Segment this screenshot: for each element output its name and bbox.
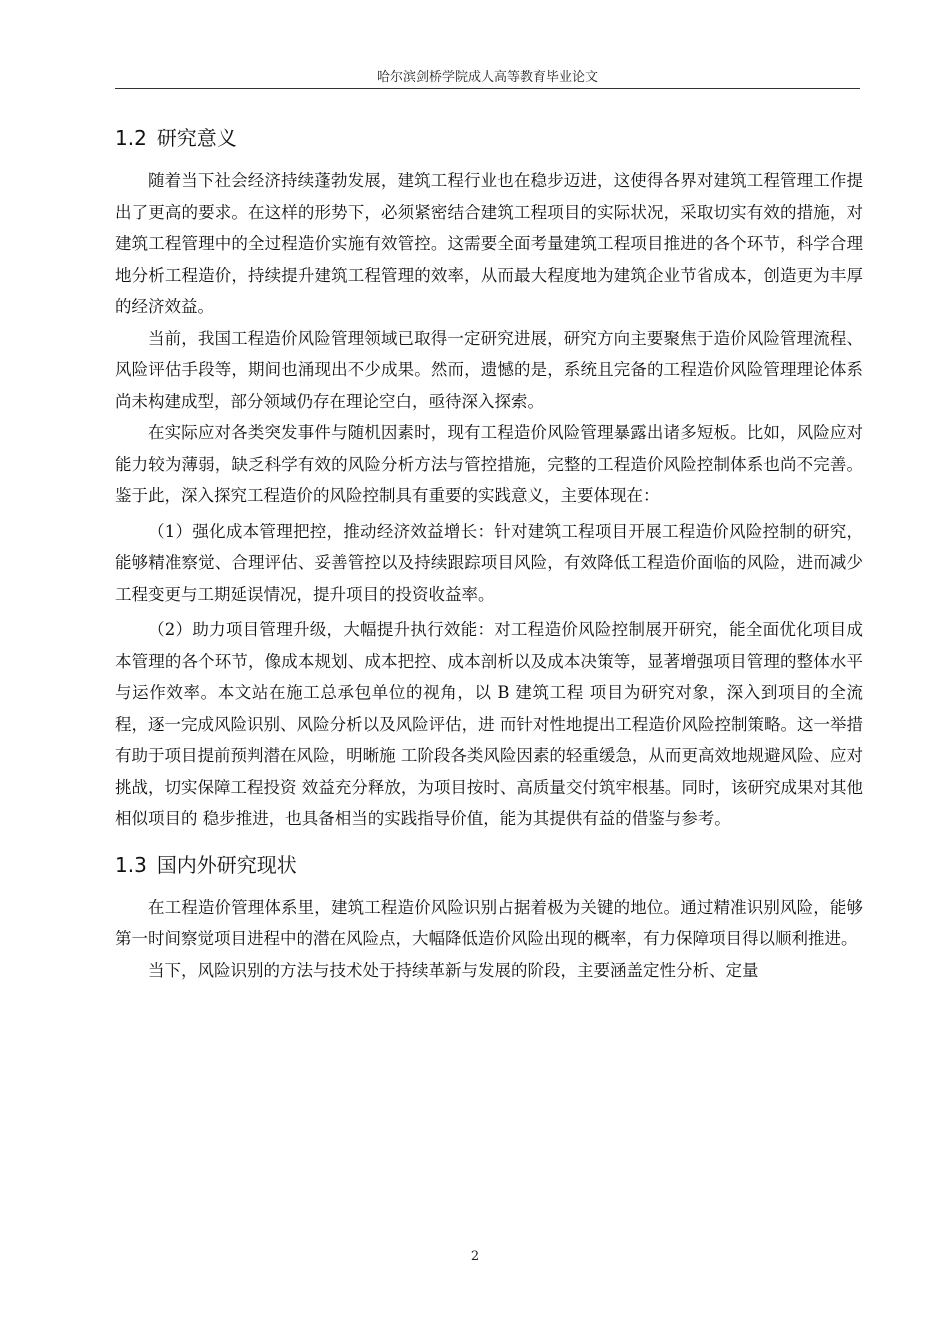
paragraph: 随着当下社会经济持续蓬勃发展，建筑工程行业也在稳步迈进，这使得各界对建筑工程管理工作提出了更高的要求。在这样的形势下，必须紧密结合建筑工程项目的实际状况，采取切实有效的措施，对建筑工程管理中的全过程造价实施有效管控。这需要全面考量建筑工程项目推进的各个环节，科学合理地分析工程造价，持续提升建筑工程管理的效率，从而最大程度地为建筑企业节省成本，创造更为丰厚的经济效益。 <box>115 171 863 316</box>
section-title: 国内外研究现状 <box>156 852 297 877</box>
list-item-paragraph: （2）助力项目管理升级，大幅提升执行效能：对工程造价风险控制展开研究，能全面优化项目成本管理的各个环节，像成本规划、成本把控、成本剖析以及成本决策等，显著增强项目管理的整体水平与运作效率。本文站在施工总承包单位的视角，以 B 建筑工程 项目为研究对象，深入到项目的全流程，逐一完成风险识别、风险分析以及风险评估，进 而针对性地提出工程造价风险控制策略。这一举措有助于项目提前预判潜在风险，明晰施 工阶段各类风险因素的轻重缓急，从而更高效地规避风险、应对挑战，切实保障工程投资 效益充分释放，为项目按时、高质量交付筑牢根基。同时，该研究成果对其他相似项目的 稳步推进，也具备相当的实践指导价值，能为其提供有益的借鉴与参考。 <box>115 620 863 828</box>
header-rule <box>115 88 860 89</box>
paragraph: 在工程造价管理体系里，建筑工程造价风险识别占据着极为关键的地位。通过精准识别风险，能够第一时间察觉项目进程中的潜在风险点，大幅降低造价风险出现的概率，有力保障项目得以顺利推进。 <box>115 897 863 948</box>
section-number: 1.3 <box>115 852 147 877</box>
paragraph: 在实际应对各类突发事件与随机因素时，现有工程造价风险管理暴露出诸多短板。比如，风险应对能力较为薄弱，缺乏科学有效的风险分析方法与管控措施，完整的工程造价风险控制体系也尚不完善。鉴于此，深入探究工程造价的风险控制具有重要的实践意义，主要体现在： <box>115 423 863 505</box>
list-item-paragraph: （1）强化成本管理把控，推动经济效益增长：针对建筑工程项目开展工程造价风险控制的研究，能够精准察觉、合理评估、妥善管控以及持续跟踪项目风险，有效降低工程造价面临的风险，进而减少工程变更与工期延误情况，提升项目的投资收益率。 <box>115 521 863 604</box>
section-1-3 <box>115 849 863 987</box>
document-body <box>115 122 863 1000</box>
section-heading <box>115 122 863 151</box>
page-header: 哈尔滨剑桥学院成人高等教育毕业论文 <box>376 70 598 85</box>
section-heading <box>115 849 863 878</box>
paragraph: 当下，风险识别的方法与技术处于持续革新与发展的阶段，主要涵盖定性分析、定量 <box>148 960 759 980</box>
page-number: 2 <box>470 1249 480 1264</box>
section-title: 研究意义 <box>156 126 237 150</box>
section-number: 1.2 <box>115 126 147 150</box>
section-1-2 <box>115 122 863 835</box>
paragraph: 当前，我国工程造价风险管理领域已取得一定研究进展，研究方向主要聚焦于造价风险管理流程、风险评估手段等，期间也涌现出不少成果。然而，遗憾的是，系统且完备的工程造价风险管理理论体系尚未构建成型，部分领域仍存在理论空白，亟待深入探索。 <box>115 328 863 411</box>
